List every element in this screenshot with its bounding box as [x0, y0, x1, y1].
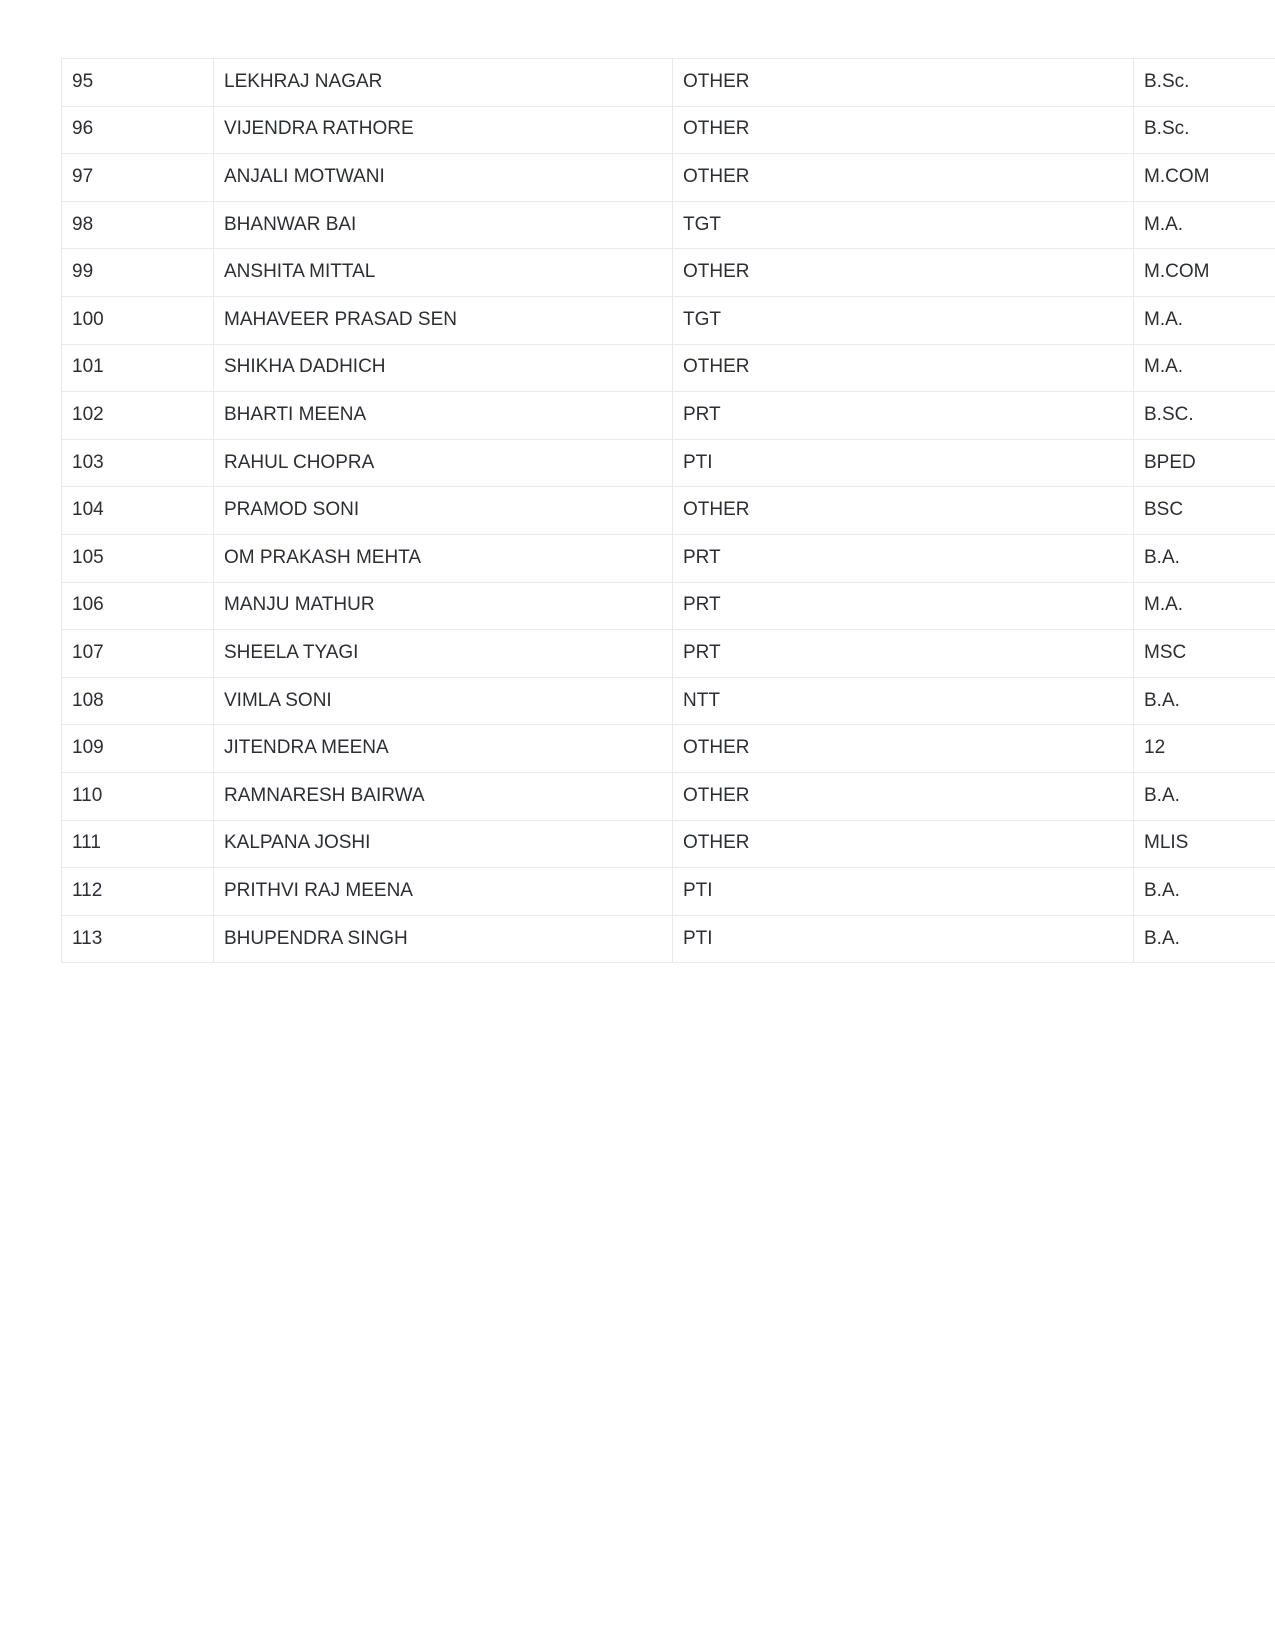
name-cell: BHUPENDRA SINGH: [214, 915, 673, 963]
designation-cell: OTHER: [673, 59, 1134, 107]
name-cell: SHIKHA DADHICH: [214, 344, 673, 392]
designation-cell: OTHER: [673, 106, 1134, 154]
designation-cell: OTHER: [673, 249, 1134, 297]
table-row: [62, 296, 1275, 344]
table-row: [62, 59, 1275, 107]
serial-cell: 103: [62, 439, 214, 487]
serial-cell: 98: [62, 201, 214, 249]
serial-cell: 107: [62, 630, 214, 678]
name-cell: LEKHRAJ NAGAR: [214, 59, 673, 107]
qualification-cell: B.A.: [1134, 915, 1275, 963]
serial-cell: 111: [62, 820, 214, 868]
qualification-cell: M.A.: [1134, 201, 1275, 249]
name-cell: BHARTI MEENA: [214, 392, 673, 440]
name-cell: MAHAVEER PRASAD SEN: [214, 296, 673, 344]
qualification-cell: M.A.: [1134, 582, 1275, 630]
designation-cell: PTI: [673, 915, 1134, 963]
serial-cell: 113: [62, 915, 214, 963]
name-cell: BHANWAR BAI: [214, 201, 673, 249]
serial-cell: 110: [62, 772, 214, 820]
serial-cell: 102: [62, 392, 214, 440]
qualification-cell: B.A.: [1134, 868, 1275, 916]
table-row: [62, 534, 1275, 582]
table-row: [62, 106, 1275, 154]
qualification-cell: 12: [1134, 725, 1275, 773]
table-row: [62, 915, 1275, 963]
qualification-cell: M.COM: [1134, 154, 1275, 202]
table-row: [62, 630, 1275, 678]
staff-table: [61, 58, 1275, 963]
name-cell: VIJENDRA RATHORE: [214, 106, 673, 154]
table-row: [62, 201, 1275, 249]
designation-cell: PRT: [673, 582, 1134, 630]
serial-cell: 108: [62, 677, 214, 725]
designation-cell: OTHER: [673, 820, 1134, 868]
qualification-cell: B.Sc.: [1134, 106, 1275, 154]
qualification-cell: B.A.: [1134, 534, 1275, 582]
name-cell: MANJU MATHUR: [214, 582, 673, 630]
serial-cell: 97: [62, 154, 214, 202]
designation-cell: NTT: [673, 677, 1134, 725]
table-row: [62, 772, 1275, 820]
table-row: [62, 677, 1275, 725]
serial-cell: 104: [62, 487, 214, 535]
serial-cell: 101: [62, 344, 214, 392]
qualification-cell: M.A.: [1134, 344, 1275, 392]
designation-cell: PRT: [673, 392, 1134, 440]
qualification-cell: B.A.: [1134, 772, 1275, 820]
designation-cell: OTHER: [673, 154, 1134, 202]
qualification-cell: BPED: [1134, 439, 1275, 487]
designation-cell: OTHER: [673, 487, 1134, 535]
qualification-cell: M.A.: [1134, 296, 1275, 344]
designation-cell: PRT: [673, 630, 1134, 678]
qualification-cell: BSC: [1134, 487, 1275, 535]
table-row: [62, 392, 1275, 440]
qualification-cell: M.COM: [1134, 249, 1275, 297]
table-row: [62, 820, 1275, 868]
table-row: [62, 725, 1275, 773]
name-cell: PRAMOD SONI: [214, 487, 673, 535]
serial-cell: 100: [62, 296, 214, 344]
designation-cell: OTHER: [673, 344, 1134, 392]
qualification-cell: B.Sc.: [1134, 59, 1275, 107]
qualification-cell: B.A.: [1134, 677, 1275, 725]
designation-cell: TGT: [673, 201, 1134, 249]
name-cell: KALPANA JOSHI: [214, 820, 673, 868]
table-row: [62, 439, 1275, 487]
serial-cell: 112: [62, 868, 214, 916]
name-cell: RAMNARESH BAIRWA: [214, 772, 673, 820]
table-row: [62, 487, 1275, 535]
name-cell: VIMLA SONI: [214, 677, 673, 725]
qualification-cell: B.SC.: [1134, 392, 1275, 440]
serial-cell: 99: [62, 249, 214, 297]
qualification-cell: MSC: [1134, 630, 1275, 678]
name-cell: PRITHVI RAJ MEENA: [214, 868, 673, 916]
table-row: [62, 344, 1275, 392]
designation-cell: TGT: [673, 296, 1134, 344]
designation-cell: OTHER: [673, 725, 1134, 773]
name-cell: SHEELA TYAGI: [214, 630, 673, 678]
serial-cell: 106: [62, 582, 214, 630]
staff-table-body: [62, 59, 1275, 963]
designation-cell: PTI: [673, 868, 1134, 916]
table-row: [62, 582, 1275, 630]
serial-cell: 95: [62, 59, 214, 107]
designation-cell: PRT: [673, 534, 1134, 582]
table-row: [62, 868, 1275, 916]
staff-table-viewport: [61, 58, 1275, 964]
serial-cell: 105: [62, 534, 214, 582]
designation-cell: OTHER: [673, 772, 1134, 820]
name-cell: RAHUL CHOPRA: [214, 439, 673, 487]
name-cell: JITENDRA MEENA: [214, 725, 673, 773]
name-cell: ANSHITA MITTAL: [214, 249, 673, 297]
serial-cell: 109: [62, 725, 214, 773]
serial-cell: 96: [62, 106, 214, 154]
table-row: [62, 154, 1275, 202]
qualification-cell: MLIS: [1134, 820, 1275, 868]
designation-cell: PTI: [673, 439, 1134, 487]
name-cell: OM PRAKASH MEHTA: [214, 534, 673, 582]
name-cell: ANJALI MOTWANI: [214, 154, 673, 202]
table-row: [62, 249, 1275, 297]
